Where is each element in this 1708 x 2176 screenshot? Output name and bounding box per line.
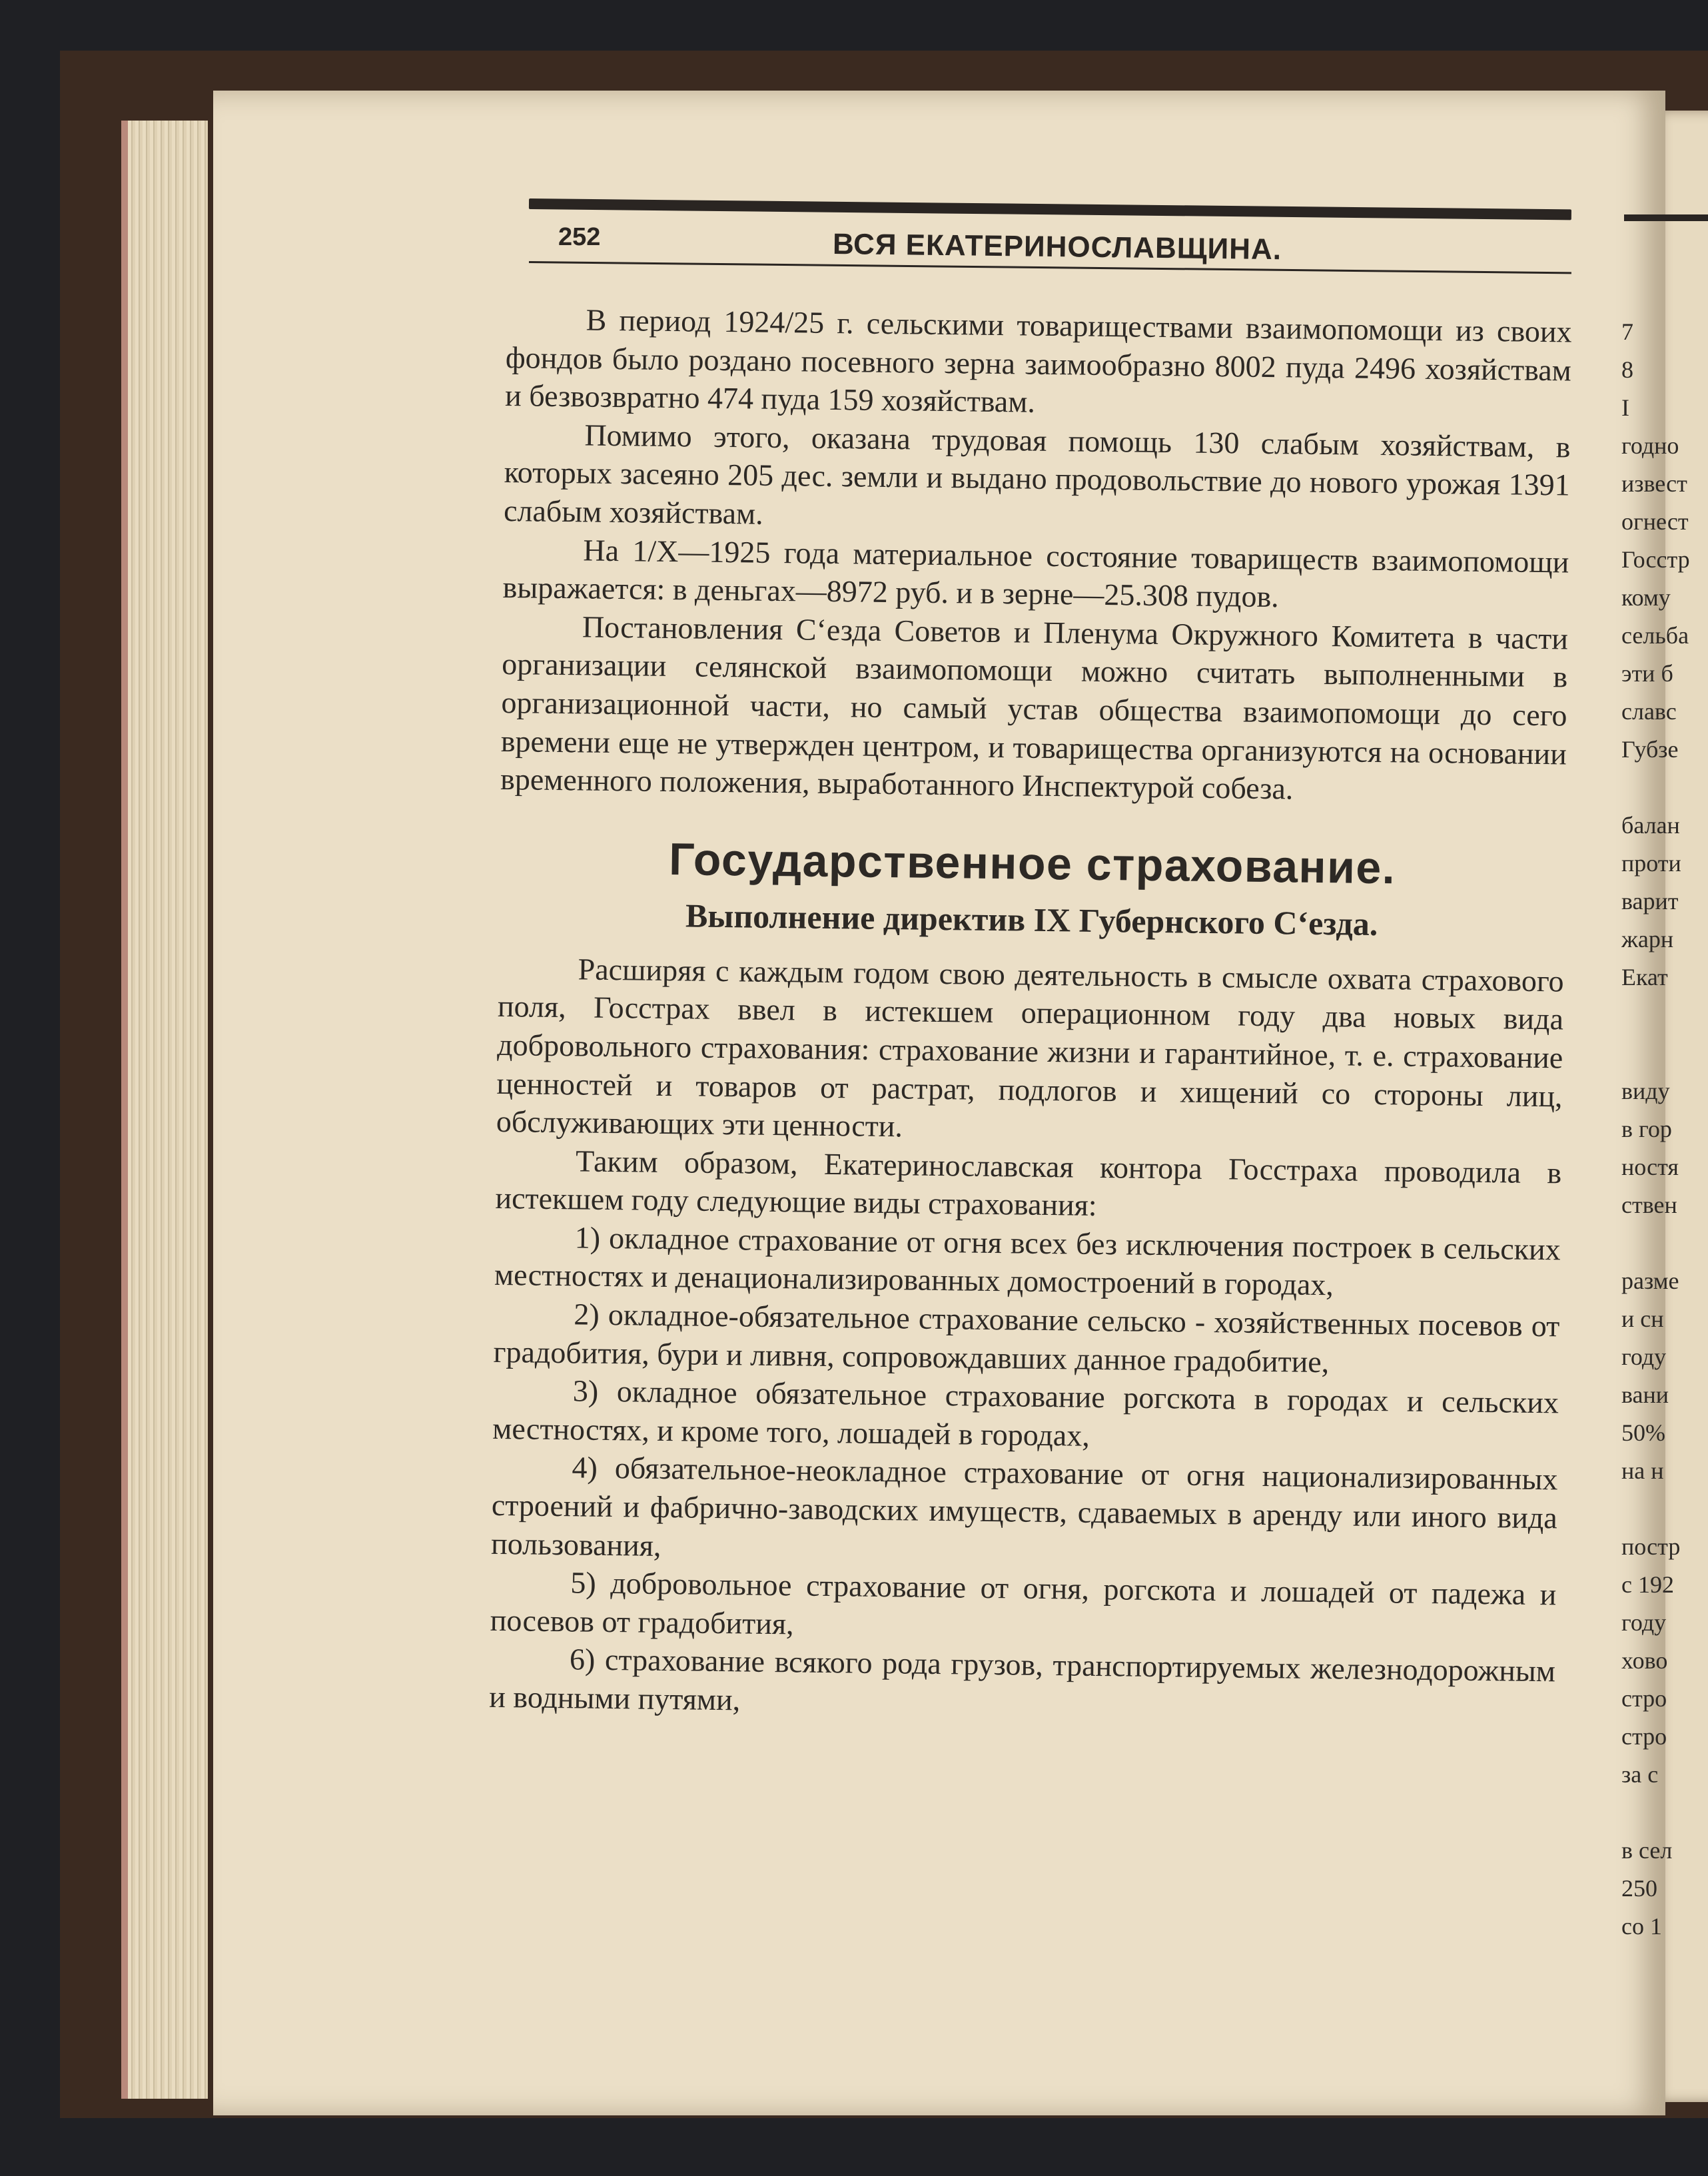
paragraph: Постановления С‘езда Советов и Пленума Окружного Комитета в части организации селянской взаимопомощи можно считать выполненными в организационной части, но самый устав общества взаимопомощи до сего времени еще не утвержден центром, и товарищества организуются на основании временного положения, выработанного Инспектурой собеза.	[500, 609, 1569, 806]
facing-page-fragment: постр	[1621, 1533, 1681, 1560]
paragraph: В период 1924/25 г. сельскими товариществами взаимопомощи из своих фондов было роздано посевного зерна заимообразно 8002 пуда 2496 хозяйствам и безвозвратно 474 пуда 159 хозяйствам.	[504, 302, 1572, 419]
facing-page-fragment	[1621, 769, 1708, 807]
facing-page-fragment: огнест	[1621, 508, 1689, 535]
page-edges	[121, 121, 208, 2099]
facing-page-fragment	[1621, 1490, 1708, 1528]
facing-page-fragment: 250	[1621, 1875, 1657, 1902]
facing-page-fragment: Госстр	[1621, 546, 1690, 573]
list-item: 4) обязательное-неокладное страхование от огня национализированных строений и фабрично-заводских имуществ, сдаваемых в аренду или иного вида пользования,	[490, 1450, 1558, 1563]
facing-page-fragment: разме	[1621, 1268, 1679, 1294]
list-item: 1) окладное страхование от огня всех без исключения построек в сельских местностях и денационализированных домостроений в городах,	[494, 1220, 1561, 1302]
facing-page-fragment: балан	[1621, 812, 1680, 839]
facing-page-fragment: за с	[1621, 1761, 1659, 1788]
facing-page-fragment: проти	[1621, 850, 1681, 877]
facing-page-fragment: стро	[1621, 1723, 1667, 1750]
running-title: ВСЯ ЕКАТЕРИНОСЛАВЩИНА.	[832, 228, 1282, 266]
facing-page-fragment: ствен	[1621, 1192, 1677, 1218]
page-text	[489, 300, 1572, 1729]
paragraph: Помимо этого, оказана трудовая помощь 130 слабым хозяйствам, в которых засеяно 205 дес. земли и выдано продовольствие до нового урожая 1391 слабым хозяйствам.	[503, 418, 1571, 531]
facing-page-fragment: славс	[1621, 698, 1677, 725]
facing-page-fragment: году	[1621, 1609, 1667, 1636]
list-item: 6) страхование всякого рода грузов, транспортируемых железнодорожным и водными путями,	[489, 1642, 1556, 1717]
list-item: 2) окладное-обязательное страхование сельско - хозяйственных посевов от градобития, бури и ливня, сопровождавших данное градобитие,	[493, 1297, 1560, 1379]
facing-page-fragment	[1621, 1224, 1708, 1262]
list-item: 3) окладное обязательное страхование рогскота в городах и сельских местностях, и кроме того, лошадей в городах,	[492, 1373, 1559, 1453]
facing-page-fragment: 50%	[1621, 1419, 1665, 1446]
facing-page-fragment: стро	[1621, 1685, 1667, 1712]
facing-page-fragment: эти б	[1621, 660, 1673, 687]
facing-page-fragment: году	[1621, 1343, 1667, 1370]
page-number: 252	[558, 223, 601, 251]
paragraph: На 1/X—1925 года материальное состояние товариществ взаимопомощи выражается: в деньгах—8972 руб. и в зерне—25.308 пудов.	[502, 533, 1569, 614]
facing-page-fragment: Губзе	[1621, 736, 1679, 763]
facing-page-fragment: извест	[1621, 470, 1687, 497]
facing-page-fragment: сельба	[1621, 622, 1689, 649]
list-item: 5) добровольное страхование от огня, рогскота и лошадей от падежа и посевов от градобития,	[490, 1565, 1557, 1641]
facing-page-fragment: вани	[1621, 1381, 1669, 1408]
facing-page-fragment: I	[1621, 394, 1629, 421]
facing-page-fragment: жарн	[1621, 926, 1674, 952]
facing-page-fragment: и сн	[1621, 1305, 1664, 1332]
facing-page-rule	[1624, 214, 1708, 221]
facing-page-fragment: на н	[1621, 1457, 1664, 1484]
facing-page-fragment: ностя	[1621, 1154, 1679, 1180]
section-heading: Государственное страхование.	[668, 833, 1396, 894]
facing-page-fragment	[1621, 1034, 1708, 1072]
facing-page-fragment: годно	[1621, 432, 1679, 459]
facing-page-fragment: варит	[1621, 888, 1679, 914]
paragraph: Таким образом, Екатеринославская контора Госстраха проводила в истекшем году следующие виды страхования:	[495, 1144, 1562, 1223]
facing-page-fragment: 7	[1621, 318, 1633, 345]
facing-page-fragment: в гор	[1621, 1116, 1672, 1142]
section-subheading: Выполнение директив IX Губернского С‘езда.	[685, 897, 1378, 942]
facing-page-fragments	[1621, 313, 1708, 1946]
facing-page-fragment: с 192	[1621, 1571, 1674, 1598]
facing-page-fragment: хово	[1621, 1647, 1668, 1674]
paragraph: Расширяя с каждым годом свою деятельность в смысле охвата страхового поля, Госстрах ввел в истекшем операционном году два новых вида добровольного страхования: страхование жизни и гарантийное, т. е. страхование ценностей и товаров от растрат, подлогов и хищений со стороны лиц, обслуживающих эти ценности.	[496, 952, 1564, 1144]
facing-page-fragment	[1621, 996, 1708, 1034]
facing-page-fragment	[1621, 1794, 1708, 1832]
facing-page-fragment: в сел	[1621, 1837, 1673, 1864]
facing-page-fragment: кому	[1621, 584, 1671, 611]
facing-page-fragment: Екат	[1621, 964, 1668, 990]
facing-page-fragment: со 1	[1621, 1913, 1662, 1940]
facing-page-fragment: 8	[1621, 356, 1633, 383]
facing-page-fragment: виду	[1621, 1078, 1670, 1104]
